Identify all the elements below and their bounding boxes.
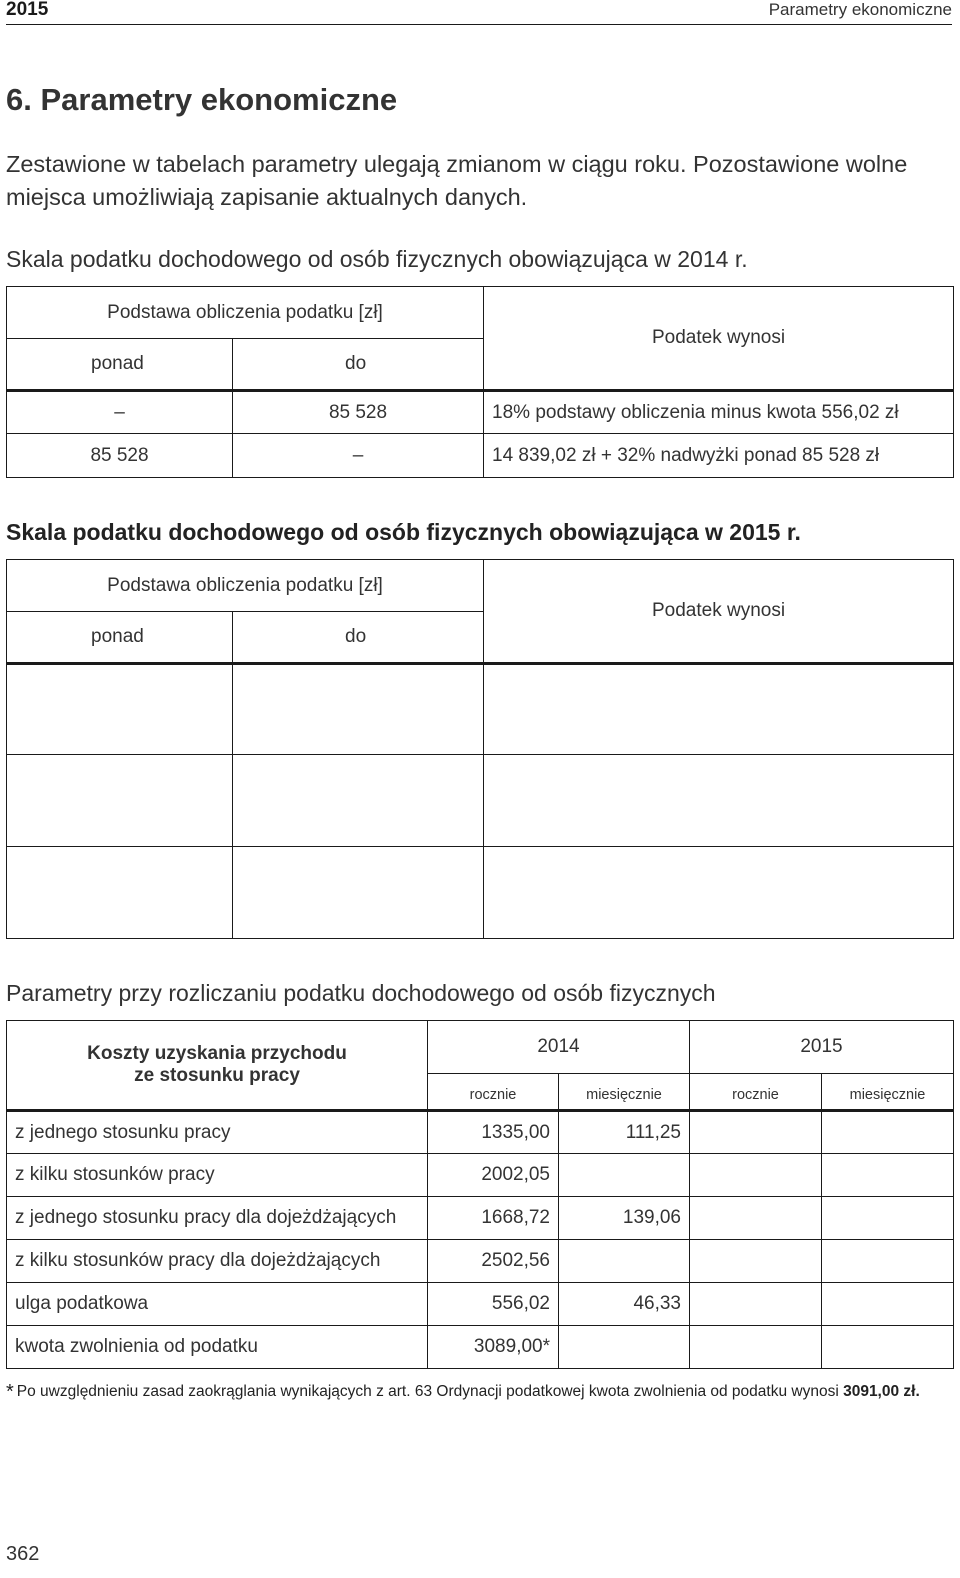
scale-2015-over-cell[interactable]: [7, 664, 233, 755]
scale-2014-to-cell: –: [233, 434, 484, 478]
footnote-text: Po uwzględnieniu zasad zaokrąglania wynikających z art. 63 Ordynacji podatkowej kwota zwolnienia od podatku wynosi: [16, 1383, 844, 1400]
params-2015-yearly-cell[interactable]: [690, 1240, 822, 1283]
scale-2015-over-cell[interactable]: [7, 755, 233, 847]
intro-paragraph: Zestawione w tabelach parametry ulegają zmianom w ciągu roku. Pozostawione wolne miejsca umożliwiają zapisanie aktualnych danych.: [6, 151, 908, 210]
params-costs-header-line2: ze stosunku pracy: [134, 1065, 300, 1086]
scale-2014-to-header: do: [233, 339, 484, 391]
scale-2015-over-cell[interactable]: [7, 847, 233, 939]
scale-2015-to-header: do: [233, 612, 484, 664]
scale-2015-tax-cell[interactable]: [484, 847, 954, 939]
page-number: 362: [6, 1543, 40, 1565]
params-2014-yearly-header: rocznie: [428, 1074, 559, 1111]
params-2015-yearly-cell[interactable]: [690, 1326, 822, 1369]
params-row-label: z kilku stosunków pracy: [7, 1154, 428, 1197]
params-2014-yearly-cell: 2002,05: [428, 1154, 559, 1197]
running-header-year: 2015: [6, 0, 49, 20]
params-2015-monthly-header: miesięcznie: [822, 1074, 954, 1111]
params-2015-yearly-cell[interactable]: [690, 1111, 822, 1154]
scale-2015-table: [6, 559, 954, 939]
scale-2014-tax-cell: 18% podstawy obliczenia minus kwota 556,02 zł: [484, 391, 954, 434]
scale-2015-to-cell[interactable]: [233, 847, 484, 939]
params-2014-monthly-cell: [559, 1326, 690, 1369]
scale-2014-tax-header: Podatek wynosi: [484, 287, 954, 391]
scale-2014-title: Skala podatku dochodowego od osób fizycznych obowiązująca w 2014 r.: [6, 246, 748, 272]
params-costs-header-line1: Koszty uzyskania przychodu: [87, 1043, 347, 1064]
params-2015-monthly-cell[interactable]: [822, 1154, 954, 1197]
params-table: [6, 1020, 954, 1369]
scale-2015-to-cell[interactable]: [233, 664, 484, 755]
scale-2014-over-cell: 85 528: [7, 434, 233, 478]
footnote: [6, 1381, 954, 1404]
params-2015-yearly-cell[interactable]: [690, 1283, 822, 1326]
table-row: [7, 1111, 954, 1154]
scale-2015-tax-cell[interactable]: [484, 755, 954, 847]
params-row-label: z kilku stosunków pracy dla dojeżdżających: [7, 1240, 428, 1283]
table-row: [7, 664, 954, 755]
params-2014-monthly-header: miesięcznie: [559, 1074, 690, 1111]
params-2014-yearly-cell: 556,02: [428, 1283, 559, 1326]
params-title: Parametry przy rozliczaniu podatku dochodowego od osób fizycznych: [6, 980, 716, 1006]
scale-2015-group-header: Podstawa obliczenia podatku [zł]: [7, 560, 484, 612]
params-2015-monthly-cell[interactable]: [822, 1197, 954, 1240]
params-2014-monthly-cell: 46,33: [559, 1283, 690, 1326]
scale-2014-to-cell: 85 528: [233, 391, 484, 434]
params-2015-monthly-cell[interactable]: [822, 1240, 954, 1283]
params-2014-monthly-cell: 139,06: [559, 1197, 690, 1240]
params-2014-yearly-cell: 1668,72: [428, 1197, 559, 1240]
table-row: [7, 1154, 954, 1197]
params-2015-monthly-cell[interactable]: [822, 1283, 954, 1326]
scale-2014-over-header: ponad: [7, 339, 233, 391]
params-2014-monthly-cell: [559, 1240, 690, 1283]
scale-2014-group-header: Podstawa obliczenia podatku [zł]: [7, 287, 484, 339]
table-row: [7, 391, 954, 434]
params-2014-monthly-cell: 111,25: [559, 1111, 690, 1154]
params-2014-yearly-cell: 3089,00*: [428, 1326, 559, 1369]
scale-2015-tax-cell[interactable]: [484, 664, 954, 755]
params-2014-yearly-cell: 1335,00: [428, 1111, 559, 1154]
params-row-label: z jednego stosunku pracy: [7, 1111, 428, 1154]
table-row: [7, 434, 954, 478]
params-2014-monthly-cell: [559, 1154, 690, 1197]
params-2015-yearly-cell[interactable]: [690, 1197, 822, 1240]
scale-2015-over-header: ponad: [7, 612, 233, 664]
params-2014-yearly-cell: 2502,56: [428, 1240, 559, 1283]
params-row-label: ulga podatkowa: [7, 1283, 428, 1326]
scale-2014-over-cell: –: [7, 391, 233, 434]
params-year-2014: 2014: [428, 1021, 690, 1074]
chapter-title: 6. Parametry ekonomiczne: [6, 82, 398, 117]
params-costs-header: [7, 1021, 428, 1111]
table-row: [7, 755, 954, 847]
scale-2015-tax-header: Podatek wynosi: [484, 560, 954, 664]
table-row: [7, 1197, 954, 1240]
scale-2014-table: [6, 286, 954, 478]
params-2015-monthly-cell[interactable]: [822, 1326, 954, 1369]
table-row: [7, 1283, 954, 1326]
params-year-2015: 2015: [690, 1021, 954, 1074]
params-2015-yearly-cell[interactable]: [690, 1154, 822, 1197]
scale-2015-to-cell[interactable]: [233, 755, 484, 847]
table-row: [7, 847, 954, 939]
params-2015-yearly-header: rocznie: [690, 1074, 822, 1111]
params-row-label: z jednego stosunku pracy dla dojeżdżających: [7, 1197, 428, 1240]
running-header: [6, 0, 952, 25]
running-header-title: Parametry ekonomiczne: [768, 0, 952, 19]
params-row-label: kwota zwolnienia od podatku: [7, 1326, 428, 1369]
footnote-marker: *: [6, 1381, 14, 1403]
params-2015-monthly-cell[interactable]: [822, 1111, 954, 1154]
table-row: [7, 1240, 954, 1283]
footnote-amount: 3091,00 zł.: [843, 1383, 920, 1400]
scale-2014-tax-cell: 14 839,02 zł + 32% nadwyżki ponad 85 528 zł: [484, 434, 954, 478]
table-row: [7, 1326, 954, 1369]
scale-2015-title: Skala podatku dochodowego od osób fizycznych obowiązująca w 2015 r.: [6, 519, 801, 545]
